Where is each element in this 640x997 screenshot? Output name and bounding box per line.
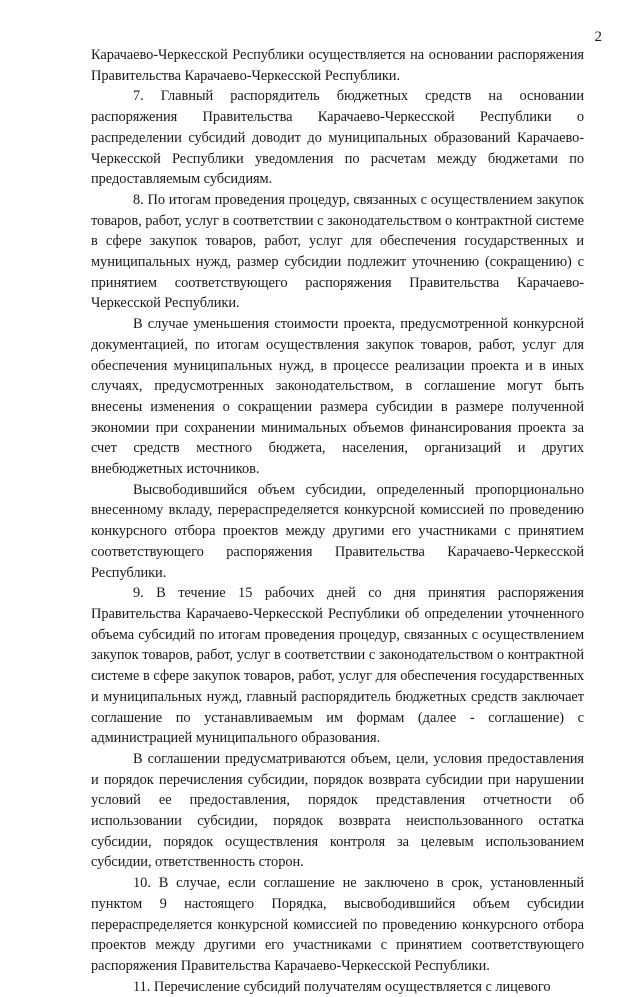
paragraph-item-11: 11. Перечисление субсидий получателям осуществляется с лицевого (133, 978, 551, 995)
paragraph-continuation: Карачаево-Черкесской Республики осуществляется на основании распоряжения Правительства Карачаево-Черкесской Республики. (91, 47, 584, 84)
paragraph-item-10: 10. В случае, если соглашение не заключено в срок, установленный пунктом 9 настоящего Порядка, высвободившийся объем субсидии перераспределяется конкурсной комиссией по проведению конкурсного отбора проектов между другими его участниками с принятием соответствующего распоряжения Правительства Карачаево-Черкесской Республики. (91, 875, 584, 974)
paragraph-agreement-terms: В соглашении предусматриваются объем, цели, условия предоставления и порядок перечисления субсидии, порядок возврата субсидии при нарушении условий ее предоставления, порядок представления отчетности об использовании субсидии, порядок возврата неиспользованного остатка субсидии, порядок осуществления контроля за целевым использованием субсидии, ответственность сторон. (91, 750, 584, 871)
paragraph-item-7: 7. Главный распорядитель бюджетных средств на основании распоряжения Правительства Карачаево-Черкесской Республики о распределении субсидий доводит до муниципальных образований Карачаево-Черкесской Республики уведомления по расчетам между бюджетами по предоставляемым субсидиям. (91, 88, 584, 188)
paragraph-item-8: 8. По итогам проведения процедур, связанных с осуществлением закупок товаров, работ, услуг в соответствии с законодательством о контрактной системе в сфере закупок товаров, работ, услуг для обеспечения государственных и муниципальных нужд, размер субсидии подлежит уточнению (сокращению) с принятием соответствующего распоряжения Правительства Карачаево-Черкесской Республики. (91, 191, 584, 312)
page-number: 2 (594, 29, 602, 45)
paragraph-redistribution: Высвободившийся объем субсидии, определенный пропорционально внесенному вкладу, перераспределяется конкурсной комиссией по проведению конкурсного отбора проектов между другими его участниками с принятием соответствующего распоряжения Правительства Карачаево-Черкесской Республики. (91, 481, 584, 581)
paragraph-item-9: 9. В течение 15 рабочих дней со дня принятия распоряжения Правительства Карачаево-Черкесской Республики об определении уточненного объема субсидий по итогам проведения процедур, связанных с осуществлением закупок товаров, работ, услуг в соответствии с законодательством о контрактной системе в сфере закупок товаров, работ, услуг для обеспечения государственных и муниципальных нужд, главный распорядитель бюджетных средств заключает соглашение по устанавливаемым им формам (далее - соглашение) с администрацией муниципального образования. (91, 585, 584, 747)
paragraph-cost-reduction: В случае уменьшения стоимости проекта, предусмотренной конкурсной документацией, по итогам осуществления закупок товаров, работ, услуг для обеспечения муниципальных нужд, в процессе реализации проекта и в иных случаях, предусмотренных законодательством, в соглашение могут быть внесены изменения о сокращении размера субсидии в размере полученной экономии при сохранении минимальных объемов финансирования проекта за счет средств местного бюджета, населения, организаций и других внебюджетных источников. (91, 316, 584, 478)
document-body (91, 45, 584, 997)
